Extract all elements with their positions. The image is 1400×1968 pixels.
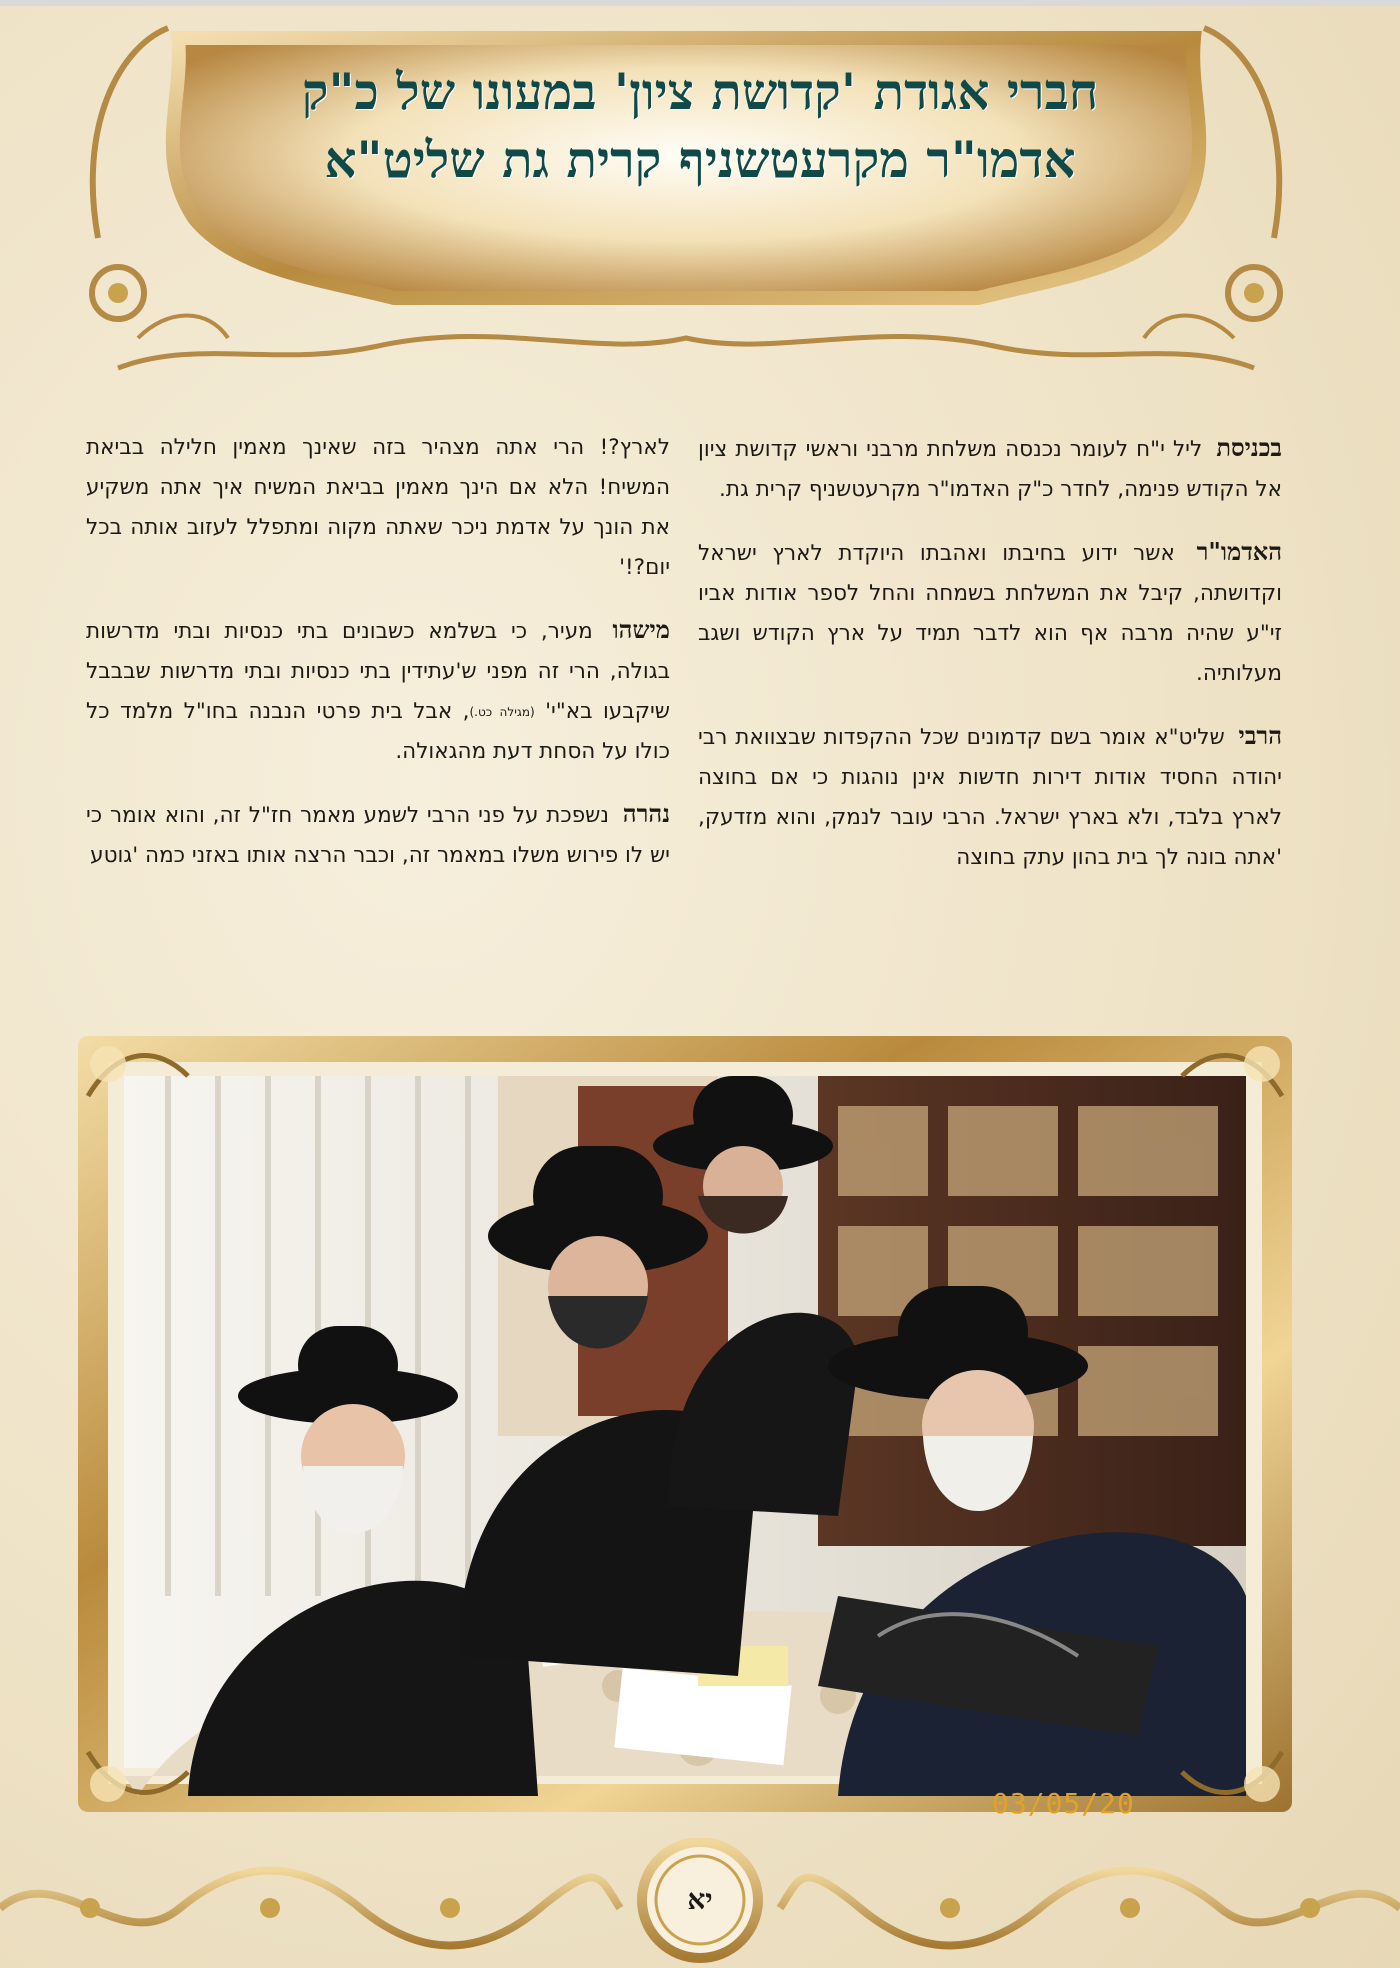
article-column-left [86,428,670,1006]
paragraph-text: אשר ידוע בחיבתו ואהבתו היוקדת לארץ ישראל וקדושתה, קיבל את המשלחת בשמחה והחל לספר אודות אביו זי"ע שהיה מרבה אף הוא לדבר תמיד על ארץ הקודש ושגב מעלותיה. [698,541,1282,686]
paragraph-text: מעיר, כי בשלמא כשבונים בתי כנסיות ובתי מדרשות בגולה, הרי זה מפני ש'עתידין בתי כנסיות ובתי מדרשות שבבבל שיקבעו בא"י' [86,619,670,724]
paragraph-text: לארץ?! הרי אתה מצהיר בזה שאינך מאמין חלילה בביאת המשיח! הלא אם הינך מאמין בביאת המשיח איך אתה משקיע את הונך על אדמת ניכר שאתה מקוה ומתפלל לעזוב אותה בכל יום?!' [86,435,670,580]
lead-word: בכניסת [1216,433,1282,462]
paragraph-text: נשפכת על פני הרבי לשמע מאמר חז"ל זה, והוא אומר כי יש לו פירוש משלו במאמר זה, וכבר הרצה אותו באזני כמה 'גוטע [86,803,670,868]
paragraph-3 [698,716,1282,878]
paragraph-1 [698,428,1282,510]
paragraph-text: ליל י"ח לעומר נכנסה משלחת מרבני וראשי קדושת ציון אל הקודש פנימה, לחדר כ"ק האדמו"ר מקרעטשניף קרית גת. [698,437,1282,502]
title-line-2: אדמו"ר מקרעטשניף קרית גת שליט"א [324,130,1076,189]
paragraph-6 [86,794,670,876]
paragraph-text: שליט"א אומר בשם קדמונים שכל ההקפדות שבצוואת רבי יהודה החסיד אודות דירות חדשות אינן נוהגות כי אם בחוצה לארץ בלבד, ולא בארץ ישראל. הרבי עובר לנמק, והוא מזדעק, 'אתה בונה לך בית בהון עתק בחוצה [698,725,1282,870]
lead-word: נהרה [622,799,670,828]
paragraph-5 [86,610,670,772]
photo-illustration [78,1036,1292,1812]
paragraph-text: , אבל בית פרטי הנבנה בחו"ל מלמד כל כולו על הסחת דעת מהגאולה. [86,699,670,764]
paragraph-4 [86,428,670,588]
photo-frame [78,1036,1292,1812]
lead-word: מישהו [612,615,670,644]
lead-word: הרבי [1238,721,1282,750]
page-top-edge [0,0,1400,6]
page-title [180,58,1220,194]
title-line-1: חברי אגודת 'קדושת ציון' במעונו של כ"ק [301,62,1099,121]
lead-word: האדמו"ר [1196,537,1282,566]
photo-date-stamp: 03/05/20 [992,1787,1135,1820]
article-column-right [698,428,1282,1006]
page-number: יא [687,1883,713,1916]
citation: (מגילה כט.) [469,705,535,719]
paragraph-2 [698,532,1282,694]
